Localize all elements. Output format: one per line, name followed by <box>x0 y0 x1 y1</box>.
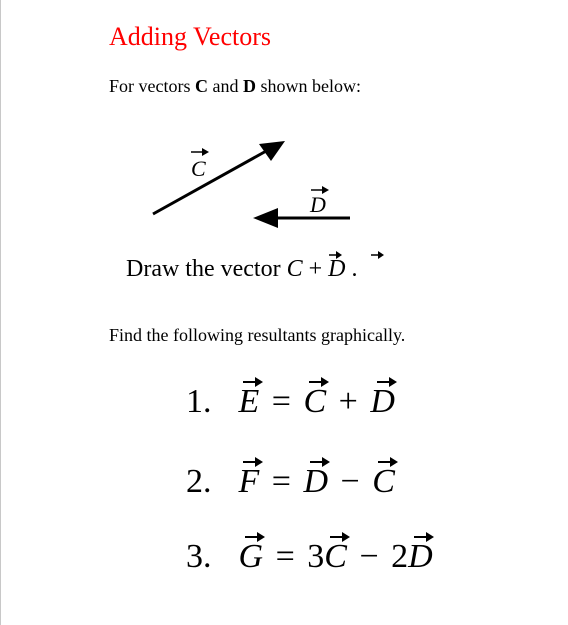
problem-number: 3. <box>186 538 212 575</box>
problem-2 <box>186 462 395 502</box>
intro-suffix: shown below: <box>255 76 361 96</box>
operand-vector-2: C <box>372 463 395 500</box>
vector-c-label <box>191 148 209 181</box>
page-title: Adding Vectors <box>109 22 272 51</box>
operand-vector-1: C <box>303 383 327 420</box>
instruction-plus: + <box>308 256 323 282</box>
problem-3 <box>186 537 433 577</box>
problem-number: 2. <box>186 463 212 500</box>
page-left-border <box>0 0 1 625</box>
lhs-vector: E <box>238 383 260 420</box>
vector-c-label-text: C <box>191 156 206 181</box>
problem-1 <box>186 382 395 422</box>
intro-vector-d: D <box>242 76 256 96</box>
instruction-vector-d: D <box>328 256 346 282</box>
intro-prefix: For vectors <box>109 76 195 96</box>
vector-c-arrowhead <box>259 141 285 161</box>
operand-vector-2: D <box>408 538 433 575</box>
equals-sign: = <box>271 383 291 420</box>
operand-vector-1: C <box>324 538 347 575</box>
problem-number: 1. <box>186 383 212 420</box>
lhs-vector: F <box>238 463 260 500</box>
vector-figure <box>120 130 420 300</box>
intro-and: and <box>207 76 243 96</box>
operator: + <box>338 383 358 420</box>
vector-d-label-text: D <box>310 192 326 217</box>
lhs-vector: G <box>238 538 264 575</box>
intro-text <box>109 74 361 98</box>
operand-vector-2: D <box>370 383 395 420</box>
vector-d-label <box>309 186 329 217</box>
section-text: Find the following resultants graphically. <box>109 325 406 345</box>
equals-sign: = <box>271 463 291 500</box>
coefficient-2: 2 <box>391 538 409 575</box>
instruction-period: . <box>351 256 358 282</box>
svg-text:Draw the vector C <box>126 256 358 282</box>
equals-sign: = <box>275 538 295 575</box>
intro-vector-c: C <box>194 76 208 96</box>
operator: − <box>359 538 379 575</box>
vector-d-arrowhead <box>253 208 278 228</box>
operand-vector-1: D <box>303 463 329 500</box>
vector-c-arrow-shaft <box>153 150 268 214</box>
figure-instruction <box>126 251 384 282</box>
instruction-vector-c: C <box>286 256 303 282</box>
coefficient-1: 3 <box>307 538 325 575</box>
operator: − <box>340 463 360 500</box>
instruction-prefix: Draw the vector <box>126 256 287 282</box>
